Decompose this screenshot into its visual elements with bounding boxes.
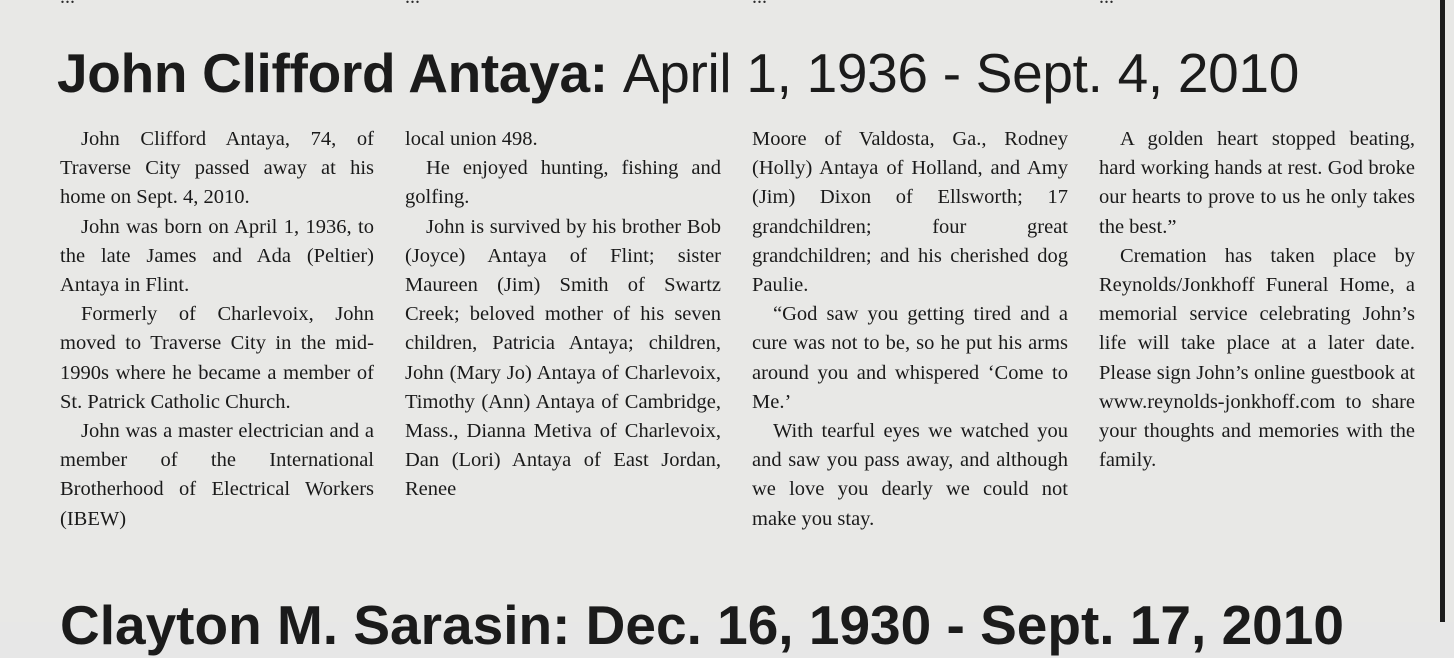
article-paragraph: “God saw you getting tired and a cure was not to be, so he put his arms around you and whispered ‘Come to Me.’ bbox=[752, 303, 1068, 413]
article-paragraph: Moore of Valdosta, Ga., Rodney (Holly) Antaya of Holland, and Amy (Jim) Dixon of Ellsworth; 17 grandchildren; four great grandchildren; and his cherished dog Paulie. bbox=[752, 128, 1068, 297]
article-column-1 bbox=[60, 125, 374, 534]
next-headline-dates: Dec. 16, 1930 - Sept. 17, 2010 bbox=[585, 594, 1344, 656]
next-headline-name: Clayton M. Sarasin: bbox=[60, 594, 571, 656]
article-paragraph: Cremation has taken place by Reynolds/Jonkhoff Funeral Home, a memorial service celebrating John’s life will take place at a later date. Please sign John’s online guestbook at www.reynolds-jonkhoff.com to share your thoughts and memories with the family. bbox=[1099, 244, 1415, 472]
article-paragraph: A golden heart stopped beating, hard working hands at rest. God broke our hearts to prove to us he only takes the best.” bbox=[1099, 128, 1415, 238]
article-paragraph: John is survived by his brother Bob (Joyce) Antaya of Flint; sister Maureen (Jim) Smith of Swartz Creek; beloved mother of his seven children, Patricia Antaya; children, John (Mary Jo) Antaya of Charlevoix, Timothy (Ann) Antaya of Cambridge, Mass., Dianna Metiva of Charlevoix, Dan (Lori) Antaya of East Jordan, Renee bbox=[405, 215, 721, 501]
article-paragraph: John was born on April 1, 1936, to the late James and Ada (Peltier) Antaya in Flint. bbox=[60, 215, 374, 297]
article-paragraph: He enjoyed hunting, fishing and golfing. bbox=[405, 157, 721, 209]
article-paragraph: With tearful eyes we watched you and saw you pass away, and although we love you dearly we could not make you stay. bbox=[752, 420, 1068, 530]
headline-dates: April 1, 1936 - Sept. 4, 2010 bbox=[622, 42, 1300, 104]
fragment-text bbox=[405, 0, 420, 9]
article-paragraph: John was a master electrician and a member of the International Brotherhood of Electrical Workers (IBEW) bbox=[60, 420, 374, 530]
article-column-2 bbox=[405, 125, 721, 505]
column-rule bbox=[1440, 0, 1445, 622]
previous-article-fragment bbox=[0, 0, 1454, 6]
article-paragraph: Formerly of Charlevoix, John moved to Traverse City in the mid-1990s where he became a member of St. Patrick Catholic Church. bbox=[60, 303, 374, 413]
article-paragraph: local union 498. bbox=[405, 128, 538, 150]
headline-name: John Clifford Antaya: bbox=[57, 42, 608, 104]
article-paragraph: John Clifford Antaya, 74, of Traverse City passed away at his home on Sept. 4, 2010. bbox=[60, 128, 374, 209]
fragment-text bbox=[60, 0, 75, 9]
obituary-headline bbox=[57, 40, 1299, 106]
fragment-text bbox=[752, 0, 767, 9]
fragment-text bbox=[1099, 0, 1114, 9]
article-column-3 bbox=[752, 125, 1068, 534]
next-obituary-headline bbox=[60, 592, 1344, 658]
article-column-4 bbox=[1099, 125, 1415, 475]
